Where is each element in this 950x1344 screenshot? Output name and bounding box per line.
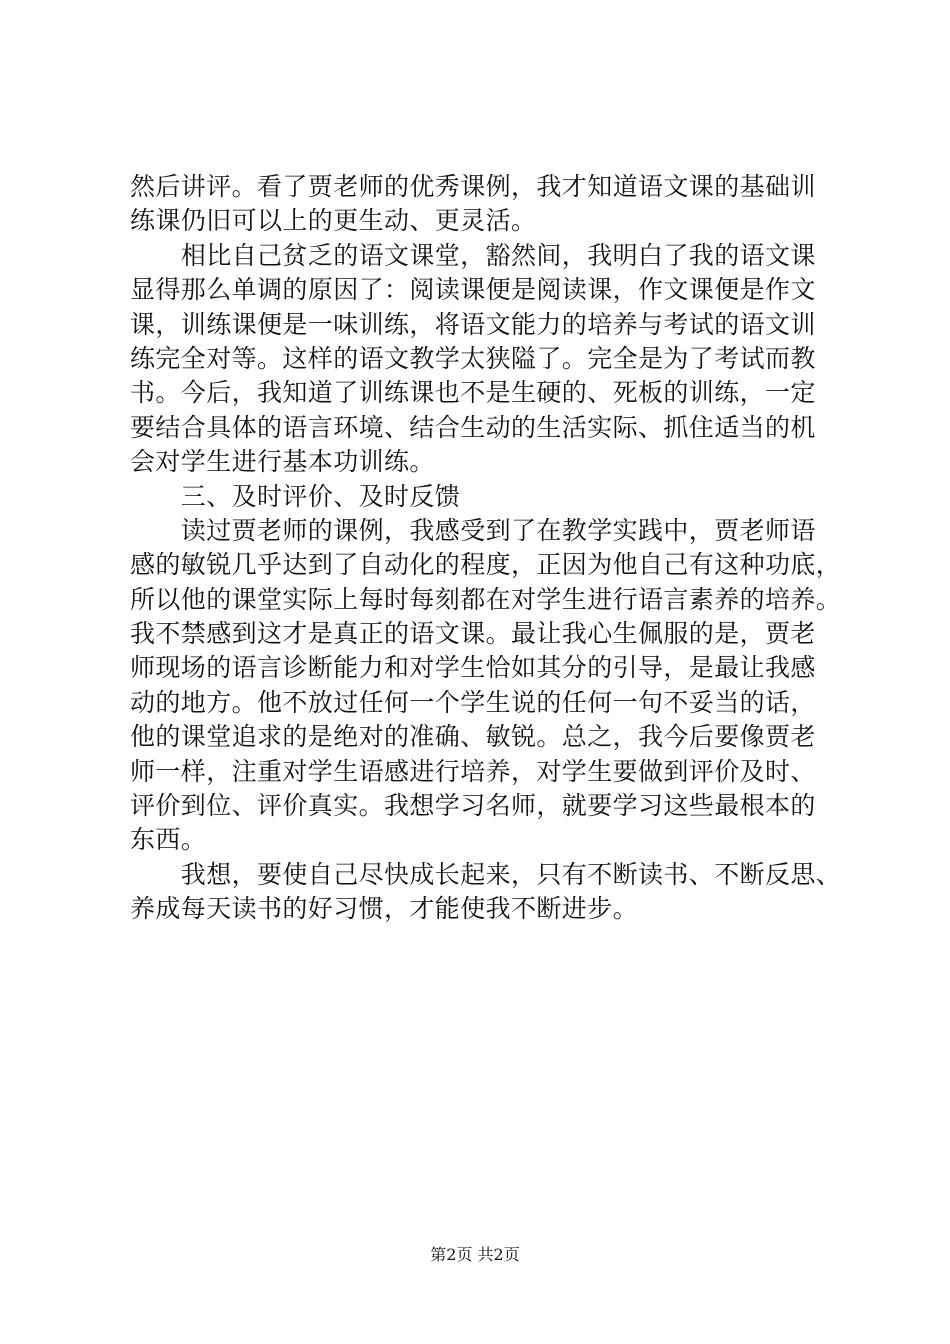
- document-body: [130, 170, 850, 927]
- text-line: 会对学生进行基本功训练。: [130, 447, 435, 477]
- text-line: 动的地方。他不放过任何一个学生说的任何一句不妥当的话，: [130, 687, 816, 717]
- section-heading: 三、及时评价、及时反馈: [130, 481, 461, 511]
- text-line: 评价到位、评价真实。我想学习名师，就要学习这些最根本的: [130, 791, 816, 821]
- text-line: 练完全对等。这样的语文教学太狭隘了。完全是为了考试而教: [130, 343, 816, 373]
- text-line: 读过贾老师的课例，我感受到了在教学实践中，贾老师语: [130, 515, 816, 545]
- text-line: 书。今后，我知道了训练课也不是生硬的、死板的训练，一定: [130, 378, 816, 408]
- text-line: 相比自己贫乏的语文课堂，豁然间，我明白了我的语文课: [130, 240, 816, 270]
- text-line: 感的敏锐几乎达到了自动化的程度，正因为他自己有这种功底，: [130, 550, 842, 580]
- text-line: 我不禁感到这才是真正的语文课。最让我心生佩服的是，贾老: [130, 619, 816, 649]
- text-line: 我想，要使自己尽快成长起来，只有不断读书、不断反思、: [130, 859, 842, 889]
- text-line: 师现场的语言诊断能力和对学生恰如其分的引导，是最让我感: [130, 653, 816, 683]
- text-line: 东西。: [130, 825, 207, 855]
- text-line: 然后讲评。看了贾老师的优秀课例，我才知道语文课的基础训: [130, 172, 816, 201]
- text-line: 练课仍旧可以上的更生动、更灵活。: [130, 206, 537, 236]
- text-line: 所以他的课堂实际上每时每刻都在对学生进行语言素养的培养。: [130, 584, 842, 614]
- text-line: 师一样，注重对学生语感进行培养，对学生要做到评价及时、: [130, 756, 816, 786]
- text-line: 他的课堂追求的是绝对的准确、敏锐。总之，我今后要像贾老: [130, 722, 816, 752]
- text-line: 课，训练课便是一味训练，将语文能力的培养与考试的语文训: [130, 309, 816, 339]
- text-line: 养成每天读书的好习惯，才能使我不断进步。: [130, 894, 639, 924]
- text-line: 显得那么单调的原因了：阅读课便是阅读课，作文课便是作文: [130, 275, 816, 305]
- page-number-footer: 第2页 共2页: [430, 1245, 520, 1264]
- text-line: 要结合具体的语言环境、结合生动的生活实际、抓住适当的机: [130, 412, 816, 442]
